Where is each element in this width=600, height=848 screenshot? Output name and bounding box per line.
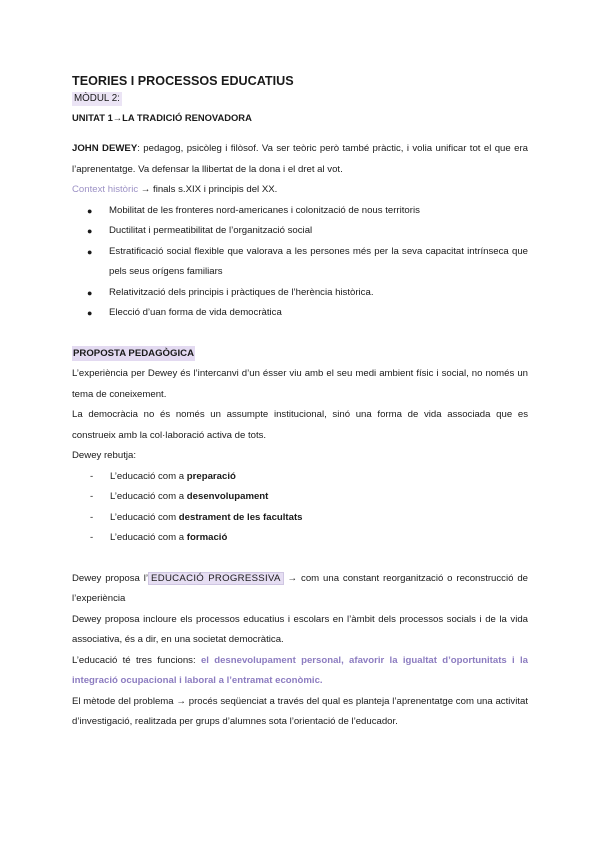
context-list <box>72 201 528 324</box>
intro-paragraph <box>72 139 528 180</box>
dash-icon: - <box>90 470 94 482</box>
list-item: ● Elecció d’uan forma de vida democràtica <box>72 303 528 324</box>
section-heading: PROPOSTA PEDAGÒGICA <box>73 347 194 359</box>
dash-icon: - <box>90 532 94 543</box>
document-title: TEORIES I PROCESSOS EDUCATIUS <box>72 74 294 88</box>
bullet-icon: ● <box>87 287 93 298</box>
metode-paragraph: El mètode del problema → procés seqüenciat a través del qual es planteja l’aprenentatge com una activitat d’investigació, realitzada per grups d’alumnes sota l’orientació de l’educador. <box>72 695 528 727</box>
list-item: ● Relativització dels principis i pràctiques de l’herència històrica. <box>72 283 528 304</box>
funcions-paragraph: L’educació té tres funcions: el desnevolupament personal, afavorir la igualtat d’oportunitats i la integració ocupacional i laboral a l’entramat econòmic. <box>72 654 528 686</box>
context-text: → finals s.XIX i principis del XX. <box>138 184 278 195</box>
unitat-heading: UNITAT 1→LA TRADICIÓ RENOVADORA <box>72 112 252 123</box>
dash-icon: - <box>90 511 94 523</box>
list-item: - L’educació com a desenvolupament <box>72 487 528 508</box>
spacer <box>72 549 528 569</box>
experience-paragraph: L’experiència per Dewey és l’intercanvi d’un ésser viu amb el seu medi ambient físic i social, no només un tema de coneixement. <box>72 368 528 400</box>
intro-text: : pedagog, psicòleg i filòsof. Va ser teòric però també pràctic, i volia unificar tot el que era l’aprenentatge. Va defensar la llibertat de la dona i el dret al vot. <box>72 143 528 175</box>
list-item: ● Ductilitat i permeatibilitat de l’organització social <box>72 221 528 242</box>
rejects-list <box>72 467 528 549</box>
spacer <box>72 128 528 139</box>
rejects-heading: Dewey rebutja: <box>72 450 136 461</box>
list-item: ● Estratificació social flexible que valorava a les persones més per la seva capacitat intrínseca que pels seus orígens familiars <box>72 242 528 283</box>
dash-icon: - <box>90 491 94 502</box>
list-item: ● Mobilitat de les fronteres nord-americanes i colonització de nous territoris <box>72 201 528 222</box>
modul-line <box>72 90 528 108</box>
progressiva-paragraph: Dewey proposa l’ EDUCACIÓ PROGRESSIVA → com una constant reorganització o reconstrucció de l’experiència <box>72 572 528 604</box>
incloure-paragraph: Dewey proposa incloure els processos educatius i escolars en l’àmbit dels processos socials i de la vida associativa, és a dir, en una societat democràtica. <box>72 613 528 645</box>
spacer <box>72 324 528 344</box>
list-item: - L’educació com a preparació <box>72 467 528 488</box>
democracy-paragraph: La democràcia no és només un assumpte institucional, sinó una forma de vida associada que es construeix amb la col·laboració activa de tots. <box>72 409 528 441</box>
list-item: - L’educació com destrament de les facultats <box>72 508 528 529</box>
section-heading-line <box>72 344 528 365</box>
bullet-icon: ● <box>87 205 93 216</box>
progressiva-highlight: EDUCACIÓ PROGRESSIVA <box>148 572 284 585</box>
document-page <box>72 72 528 733</box>
intro-name: JOHN DEWEY <box>72 143 138 154</box>
list-item: - L’educació com a formació <box>72 528 528 549</box>
bullet-icon: ● <box>87 308 93 318</box>
context-label: Context històric <box>72 184 139 195</box>
context-line <box>72 180 528 201</box>
modul-heading: MÒDUL 2: <box>74 93 120 104</box>
funcions-highlight: el desnevolupament personal, afavorir la igualtat d’oportunitats i la integració ocupacional i laboral a l’entramat econòmic. <box>72 654 528 686</box>
bullet-icon: ● <box>87 226 93 236</box>
bullet-icon: ● <box>87 246 93 257</box>
